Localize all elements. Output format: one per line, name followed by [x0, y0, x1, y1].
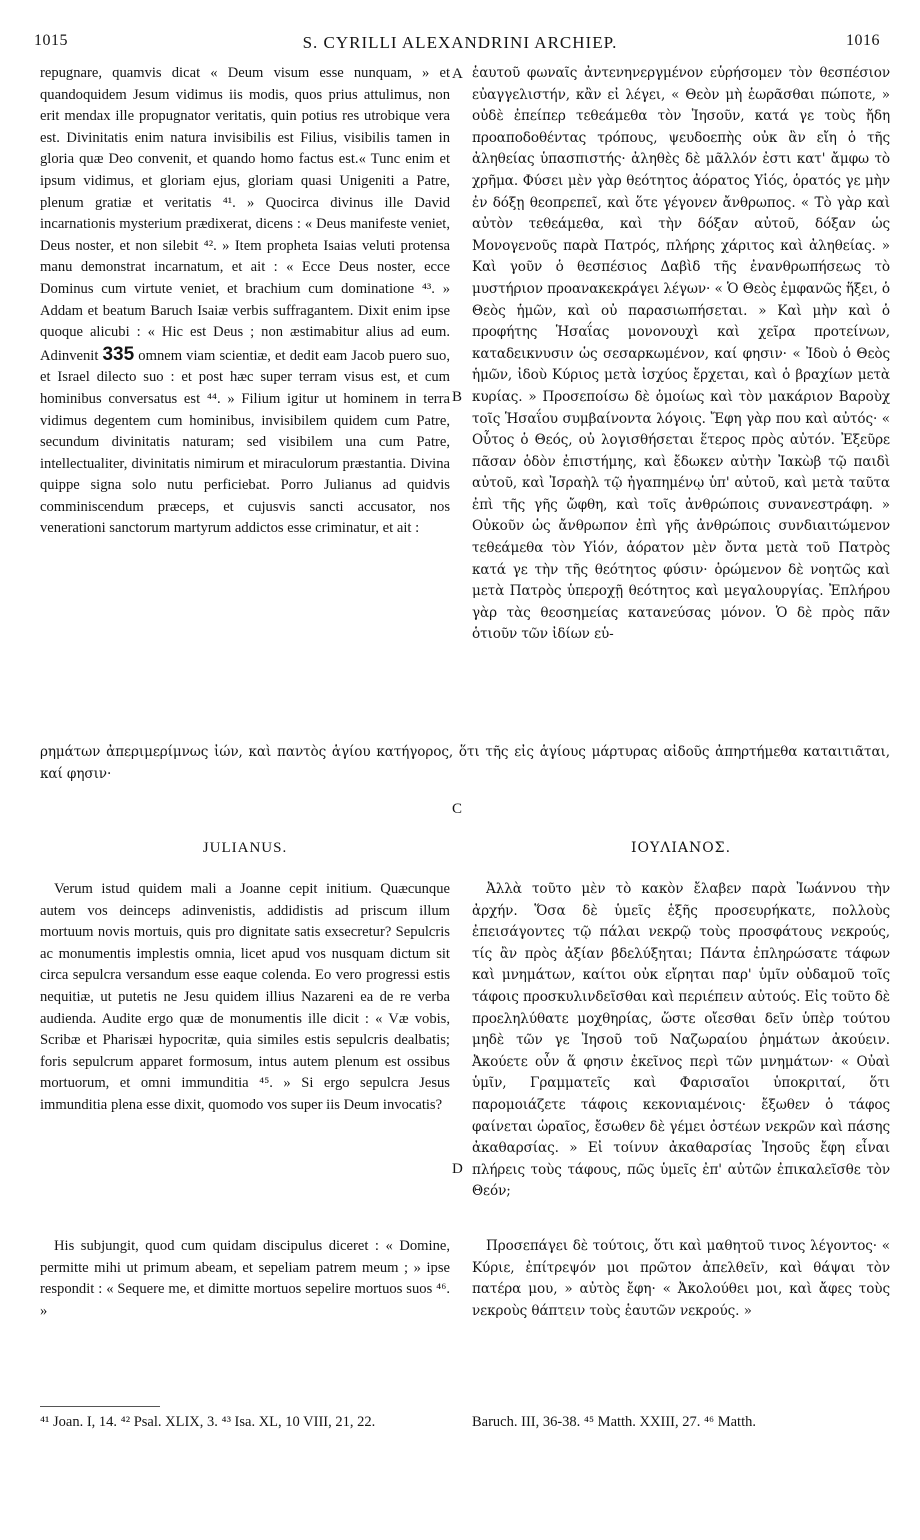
page-number-left: 1015: [34, 32, 68, 49]
greek-paragraph-lower: Προσεπάγει δὲ τούτοις, ὅτι καὶ μαθητοῦ τινος λέγοντος· « Κύριε, ἐπίτρεψόν μοι πρῶτον ἀπελθεῖν, καὶ θάψαι τὸν πατέρα μου, » αὐτὸς ἔφη· « Ἀκολούθει μοι, καὶ ἄφες τοὺς νεκροὺς θάπτειν τοὺς ἑαυτῶν νεκρούς. »: [472, 1238, 890, 1319]
latin-text-after-number: omnem viam scientiæ, et dedit eam Jacob puero suo, et Israel dilecto suo : et post hæc super terram visus est, et cum hominibus conversatus est ⁴⁴. » Filium igitur ut hominem in terra vidimus degentem cum hominibus, invisibilem quidem cum Patre, secundum divinitatis naturam; sed visibilem una cum Patre, intellectualiter, divinitatis nimirum et miraculorum præstantia. Divina quippe signa solo nutu perficiebat. Porro Julianus ad quidvis comminiscendum præceps, et cujusvis sancti accusator, nos venerationi sanctorum martyrum addictos esse criminatur, et ait :: [40, 347, 450, 537]
page-number-right: 1016: [846, 32, 880, 49]
footnote-divider: [40, 1406, 160, 1407]
latin-column-top: [40, 63, 450, 540]
running-title: S. CYRILLI ALEXANDRINI ARCHIEP.: [302, 33, 618, 52]
section-heading-greek: ΙΟΥΛΙΑΝΟΣ.: [630, 840, 732, 856]
greek-full-width-line: ρημάτων ἀπεριμερίμνως ἰών, καὶ παντὸς ἁγίου κατήγορος, ὅτι τῆς εἰς ἁγίους μάρτυρας αἰδοῦς ἀπηρτήμεθα καταιτιᾶται, καί φησιν·: [40, 744, 890, 782]
column-marker-d: D: [452, 1161, 463, 1177]
greek-column-lower: [472, 1236, 890, 1322]
footnotes-left: ⁴¹ Joan. I, 14. ⁴² Psal. XLIX, 3. ⁴³ Isa. XL, 10 VIII, 21, 22.: [40, 1414, 376, 1430]
footnotes-right: Baruch. III, 36-38. ⁴⁵ Matth. XXIII, 27. ⁴⁶ Matth.: [472, 1414, 756, 1430]
greek-paragraph-top: ἑαυτοῦ φωναῖς ἀντενηνεργμένον εὑρήσομεν τὸν θεσπέσιον εὐαγγελιστήν, κἂν εἰ λέγει, « Θεὸν μὴ ἑωρᾶσθαι πώποτε, » οὐδὲ ἐπείπερ τεθεάμεθα τὸν Ἰησοῦν, κατά γε τοὺς ἤδη προαποδοθέντας τρόπους, ψευδοεπὴς οὐκ ἂν εἴη ὁ τῆς ἀληθείας ὑπασπιστής· ἀληθὲς δὲ μᾶλλόν ἐστι κατ' ἄμφω τὸ χρῆμα. Φύσει μὲν γὰρ θεότητος ἀόρατος Υἱός, ὁρατός γε μὴν ἐν δόξῃ θεοπρεπεῖ, καὶ ὅτε γέγονεν ἄνθρωπος. « Τὸ γὰρ καὶ αὐτὸν τεθεάμεθα, καὶ τὴν δόξαν αὐτοῦ, δόξαν ὡς Μονογενοῦς παρὰ Πατρός, πλήρης χάριτος καὶ ἀληθείας. » Καὶ γοῦν ὁ θεσπέσιος Δαβὶδ τῆς ἐνανθρωπήσεως τὸ μυστήριον προανακεκράγει λέγων· « Ὁ Θεὸς ἐμφανῶς ἥξει, ὁ Θεὸς ἡμῶν, καὶ οὐ παρασιωπήσεται. » Καὶ μὴν καὶ ὁ προφήτης Ἡσαΐας μονονουχὶ καὶ χεῖρα προτείνων, καταδεικνυσιν ὡς σεσαρκωμένον, καί φησιν· « Ἰδοὺ ὁ Θεὸς ἡμῶν, ἰδοὺ Κύριος μετὰ ἰσχύος ἔρχεται, καὶ ὁ βραχίων μετὰ κυρίας. » Προσεποίσω δὲ ὁμοίως καὶ τὸν μακάριον Βαροὺχ τοῖς Ἡσαΐου συμβαίνοντα λόγοις. Ἔφη γὰρ που καὶ αὐτός· « Οὗτος ὁ Θεός, οὐ λογισθήσεται ἕτερος πρὸς αὐτόν. Ἐξεῦρε πᾶσαν ὁδὸν ἐπιστήμης, καὶ ἔδωκεν αὐτὴν Ἰακὼβ τῷ παιδὶ αὐτοῦ, καὶ Ἰσραὴλ τῷ ἠγαπημένῳ ὑπ' αὐτοῦ, καὶ μετὰ ταῦτα ἐπὶ τῆς γῆς ὤφθη, καὶ τοῖς ἀνθρώποις συνανεστράφη. » Οὐκοῦν ὡς ἄνθρωπον ἐπὶ γῆς ἀνθρώποις συνδιαιτώμενον τεθεάμεθα τὸν Υἱόν, ἀόρατον μὲν ὄντα μετὰ τοῦ Πατρὸς κατά γε τὴν τῆς θεότητος φύσιν· ὁρώμενον δὲ νοητῶς καὶ μετὰ Πατρὸς ὑπεροχῇ θεότητος καὶ μεγαλουργίας. Ἐπλήρου γὰρ τὰς θεοσημείας κατανεύσας μόνον. Ὁ δὲ πρὸς πᾶν ὁτιοῦν τῶν ἰδίων εὑ-: [472, 65, 890, 643]
column-marker-a: A: [452, 66, 463, 82]
latin-text-before-number: repugnare, quamvis dicat « Deum visum esse nunquam, » et quandoquidem Jesum vidimus iis modis, quos prius attulimus, non erit mendax ille propugnator veritatis, quin potius res utrobique vera est. Divinitatis enim natura invisibilis est Filius, visibilis tamen in gloria quæ Deo convenit, et quando homo factus est.« Tunc enim et ipsum vidimus, et gloriam ejus, gloriam quasi Unigeniti a Patre, plenum gratiæ et veritatis ⁴¹. » Quocirca divinus ille David incarnationis mysterium prædixerat, dicens : « Deus manifeste veniet, Deus noster, et non silebit ⁴². » Item propheta Isaias veluti protensa manu demonstrat incarnatum, et ait : « Ecce Deus noster, ecce Dominus cum virtute veniet, et brachium cum dominatione ⁴³. » Addam et beatum Baruch Isaiæ verbis suffragantem. Dixit enim ipse quoque alicubi : « Hic est Deus ; non æstimabitur alius ad eum. Adinvenit: [40, 65, 450, 364]
latin-paragraph-top: [40, 63, 450, 540]
greek-column-middle: [472, 879, 890, 1203]
latin-paragraph-middle: Verum istud quidem mali a Joanne cepit initium. Quæcunque autem vos deinceps adinvenistis, addidistis ad priscum illum mortuum novis mortuis, quis pro dignitate satis exsecretur? Sepulcris ac monumentis implestis omnia, licet apud vos nusquam dictum sit circa sepulcra versandum esse eaque colenda. Eo vero progressi estis nequitiæ, ut putetis ne Jesu quidem illius Nazareni ea de re verba audienda. Audite ergo quæ de monumentis ille dicit : « Væ vobis, Scribæ et Pharisæi hypocritæ, quia similes estis sepulcris dealbatis; foris sepulcrum apparet formosum, intus autem plenum est ossibus mortuorum, et omni immunditia ⁴⁵. » Si ergo sepulcra Jesus immunditia plena esse dixit, quomodo vos super iis Deum invocatis?: [40, 881, 450, 1113]
latin-column-lower: [40, 1236, 450, 1322]
section-heading-latin: JULIANUS.: [202, 840, 288, 856]
column-marker-b: B: [452, 389, 463, 405]
greek-paragraph-middle: Ἀλλὰ τοῦτο μὲν τὸ κακὸν ἔλαβεν παρὰ Ἰωάννου τὴν ἀρχήν. Ὅσα δὲ ὑμεῖς ἑξῆς προσευρήκατε, πολλοὺς ἐπεισάγοντες τῷ πάλαι νεκρῷ τοὺς προσφάτους νεκρούς, τίς ἂν πρὸς ἀξίαν βδελύξηται; Πάντα ἐπληρώσατε τάφων καὶ μνημάτων, καίτοι οὐκ εἴρηται παρ' ὑμῖν οὐδαμοῦ τοῖς τάφοις προσκυλινδεῖσθαι καὶ περιέπειν αὐτούς. Εἰς τοῦτο δὲ προεληλύθατε μοχθηρίας, ὥστε οἴεσθαι δεῖν ὑπὲρ τούτου μηδὲ τῶν γε Ἰησοῦ τοῦ Ναζωραίου ῥημάτων ἀκούειν. Ἀκούετε οὖν ἅ φησιν ἐκεῖνος περὶ τῶν μνημάτων· « Οὐαὶ ὑμῖν, Γραμματεῖς καὶ Φαρισαῖοι ὑποκριταί, ὅτι παρομοιάζετε τάφοις κεκονιαμένοις· ἔξωθεν ὁ τάφος φαίνεται ὡραῖος, ἔσωθεν δὲ γέμει ὀστέων νεκρῶν καὶ πάσης ἀκαθαρσίας. » Εἰ τοίνυν ἀκαθαρσίας Ἰησοῦς ἔφη εἶναι πλήρεις τοὺς τάφους, πῶς ὑμεῖς ἐπ' αὐτῶν ἐπικαλεῖσθε τὸν Θεόν;: [472, 881, 890, 1200]
latin-column-middle: [40, 879, 450, 1117]
latin-paragraph-lower: His subjungit, quod cum quidam discipulus diceret : « Domine, permitte mihi ut primum abeam, et sepeliam patrem meum ; » ipse respondit : « Sequere me, et dimitte mortuos sepelire mortuos suos ⁴⁶. »: [40, 1238, 450, 1319]
greek-column-top: [472, 63, 890, 646]
column-marker-c: C: [452, 801, 463, 817]
column-number: 335: [102, 343, 135, 365]
